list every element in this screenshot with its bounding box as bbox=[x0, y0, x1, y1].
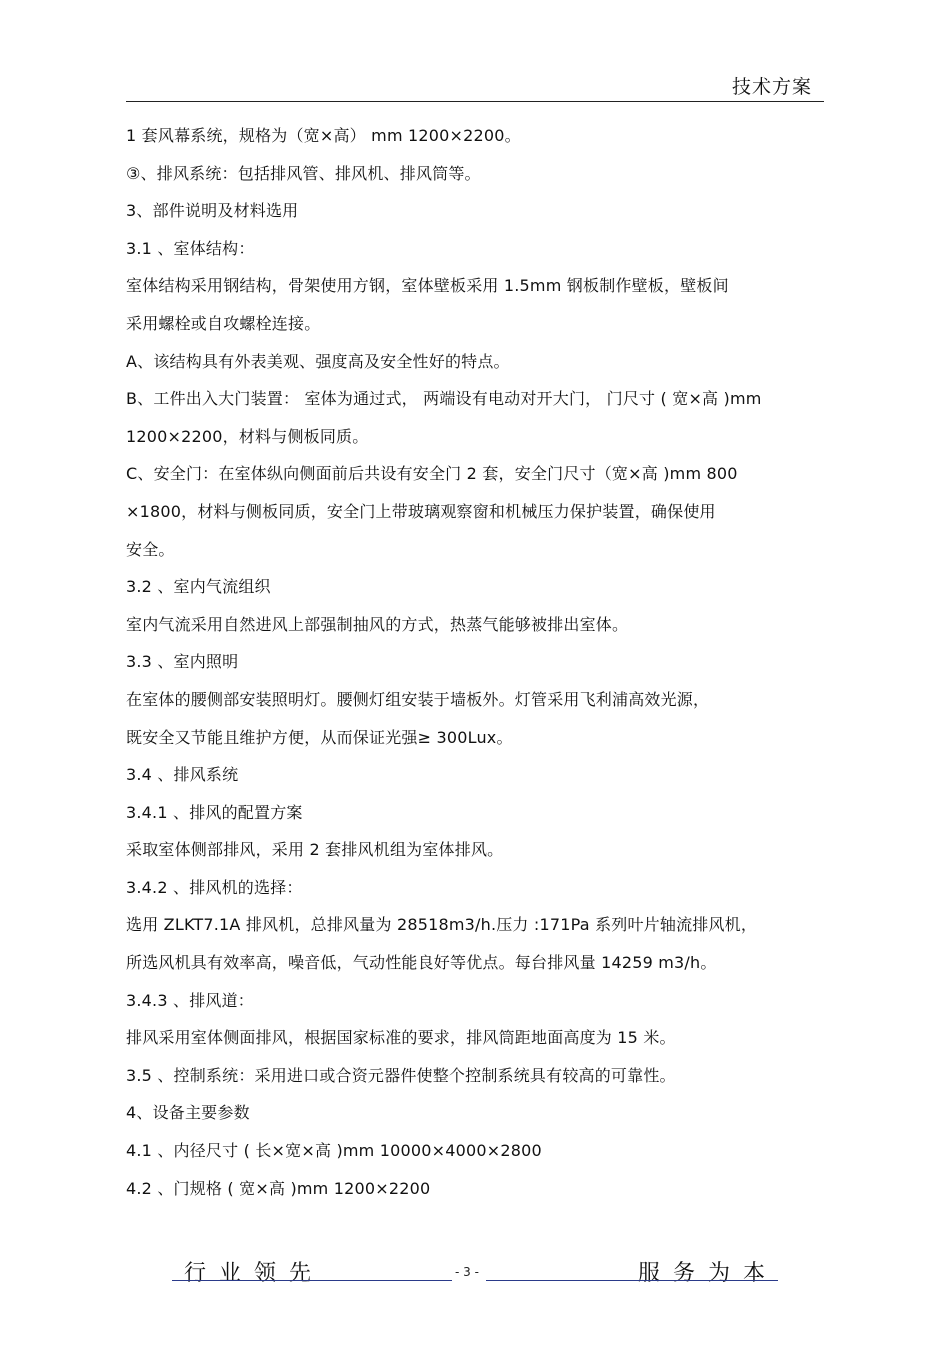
section-heading: 3.4.2 、排风机的选择： bbox=[126, 877, 303, 897]
text-line: 采用螺栓或自攻螺栓连接。 bbox=[126, 313, 321, 333]
section-heading: 3.4 、排风系统 bbox=[126, 765, 239, 785]
text-line: 所选风机具有效率高，噪音低，气动性能良好等优点。每台排风量 14259 m3/h。 bbox=[126, 953, 717, 973]
header-title: 技术方案 bbox=[731, 76, 812, 98]
text-line: ③、排风系统：包括排风管、排风机、排风筒等。 bbox=[126, 163, 481, 183]
section-heading: 3.2 、室内气流组织 bbox=[126, 577, 271, 597]
footer-rule-left bbox=[172, 1280, 452, 1281]
text-line: 3.5 、控制系统：采用进口或合资元器件使整个控制系统具有较高的可靠性。 bbox=[126, 1065, 676, 1085]
text-line: 4.2 、门规格 ( 宽×高 )mm 1200×2200 bbox=[126, 1178, 431, 1198]
text-line: 在室体的腰侧部安装照明灯。腰侧灯组安装于墙板外。灯管采用飞利浦高效光源， bbox=[126, 689, 710, 709]
footer-rule-right bbox=[486, 1280, 778, 1281]
text-line: C、安全门：在室体纵向侧面前后共设有安全门 2 套，安全门尺寸（宽×高 )mm 800 bbox=[126, 464, 738, 484]
footer-slogan-left: 行业领先 bbox=[184, 1261, 325, 1286]
section-heading: 3.4.1 、排风的配置方案 bbox=[126, 802, 303, 822]
text-line: 安全。 bbox=[126, 539, 175, 559]
text-line: 室体结构采用钢结构，骨架使用方钢，室体壁板采用 1.5mm 钢板制作壁板，壁板间 bbox=[126, 276, 729, 296]
text-line: 室内气流采用自然进风上部强制抽风的方式，热蒸气能够被排出室体。 bbox=[126, 614, 629, 634]
text-line: 既安全又节能且维护方便，从而保证光强≥ 300Lux。 bbox=[126, 727, 513, 747]
text-line: B、工件出入大门装置： 室体为通过式， 两端设有电动对开大门， 门尺寸 ( 宽×高 )mm bbox=[126, 389, 762, 409]
header-rule bbox=[126, 101, 824, 102]
text-line: 1200×2200，材料与侧板同质。 bbox=[126, 426, 369, 446]
section-heading: 3、部件说明及材料选用 bbox=[126, 201, 299, 221]
text-line: 4.1 、内径尺寸 ( 长×宽×高 )mm 10000×4000×2800 bbox=[126, 1141, 542, 1161]
text-line: A、该结构具有外表美观、强度高及安全性好的特点。 bbox=[126, 351, 510, 371]
text-line: 选用 ZLKT7.1A 排风机，总排风量为 28518m3/h.压力 :171Pa 系列叶片轴流排风机， bbox=[126, 915, 758, 935]
section-heading: 4、设备主要参数 bbox=[126, 1103, 250, 1123]
text-line: 1 套风幕系统，规格为（宽×高） mm 1200×2200。 bbox=[126, 126, 521, 145]
body-text bbox=[126, 117, 831, 1207]
footer-slogan-right: 服务为本 bbox=[638, 1261, 779, 1286]
section-heading: 3.1 、室体结构： bbox=[126, 238, 255, 258]
text-line: 采取室体侧部排风，采用 2 套排风机组为室体排风。 bbox=[126, 840, 504, 860]
section-heading: 3.4.3 、排风道： bbox=[126, 990, 254, 1010]
text-line: ×1800，材料与侧板同质，安全门上带玻璃观察窗和机械压力保护装置，确保使用 bbox=[126, 501, 716, 521]
text-line: 排风采用室体侧面排风，根据国家标准的要求，排风筒距地面高度为 15 米。 bbox=[126, 1028, 676, 1048]
page-number: - 3 - bbox=[455, 1265, 479, 1279]
section-heading: 3.3 、室内照明 bbox=[126, 652, 239, 672]
